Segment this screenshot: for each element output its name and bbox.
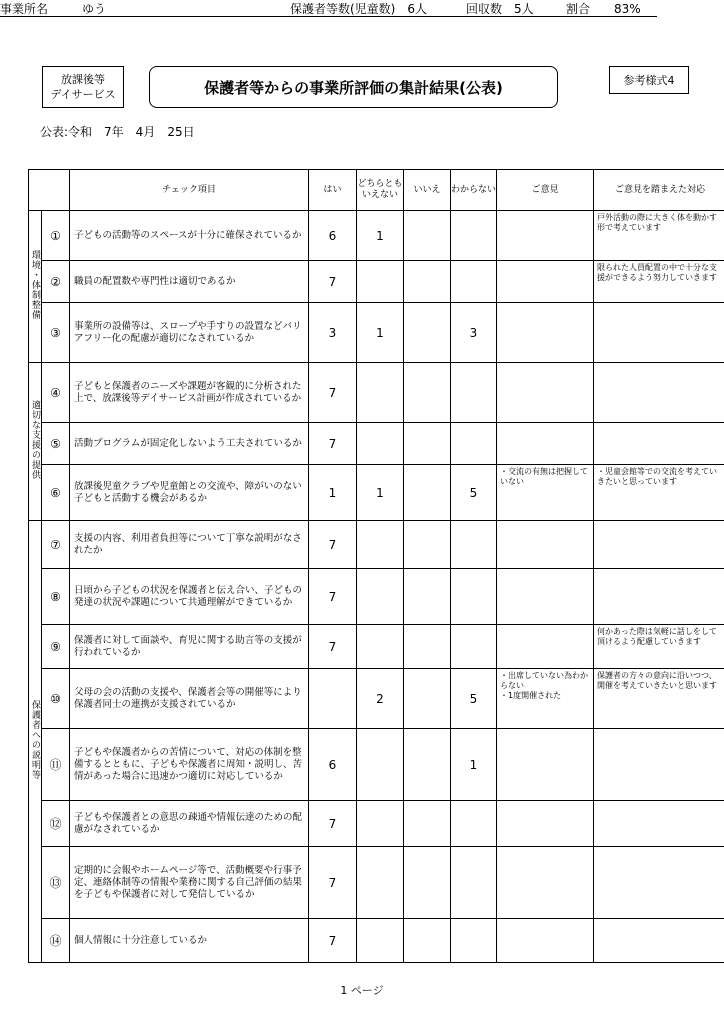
check-item-text: 支援の内容、利用者負担等について丁寧な説明がなされたか bbox=[70, 521, 309, 569]
item-number: ⑤ bbox=[42, 423, 70, 465]
check-item-text: 子どもや保護者との意思の疎通や情報伝達のための配慮がなされているか bbox=[70, 801, 309, 847]
response-text: 何かあった際は気軽に話しをして頂けるよう配慮していきます bbox=[594, 625, 724, 669]
answer-yes: 7 bbox=[309, 521, 357, 569]
table-row bbox=[29, 801, 724, 847]
response-text bbox=[594, 801, 724, 847]
table-row bbox=[29, 919, 724, 963]
answer-no bbox=[404, 521, 451, 569]
table-row bbox=[29, 625, 724, 669]
header-unknown: わからない bbox=[451, 170, 497, 211]
header-neither: どちらともいえない bbox=[357, 170, 404, 211]
answer-no bbox=[404, 625, 451, 669]
table-row bbox=[29, 669, 724, 729]
item-number: ⑭ bbox=[42, 919, 70, 963]
publication-date: 公表:令和 7年 4月 25日 bbox=[40, 125, 195, 139]
header-check-item: チェック項目 bbox=[70, 170, 309, 211]
header-response: ご意見を踏まえた対応 bbox=[594, 170, 724, 211]
answer-neither bbox=[357, 847, 404, 919]
item-number: ③ bbox=[42, 303, 70, 363]
answer-unknown bbox=[451, 919, 497, 963]
check-item-text: 個人情報に十分注意しているか bbox=[70, 919, 309, 963]
answer-yes: 7 bbox=[309, 801, 357, 847]
answer-no bbox=[404, 919, 451, 963]
answer-neither bbox=[357, 729, 404, 801]
check-item-text: 保護者に対して面談や、育児に関する助言等の支援が行われているか bbox=[70, 625, 309, 669]
opinion-text bbox=[497, 363, 594, 423]
table-row bbox=[29, 261, 724, 303]
answer-neither bbox=[357, 261, 404, 303]
answer-unknown bbox=[451, 801, 497, 847]
answer-no bbox=[404, 363, 451, 423]
answer-unknown bbox=[451, 423, 497, 465]
table-row bbox=[29, 521, 724, 569]
check-item-text: 定期的に会報やホームページ等で、活動概要や行事予定、連絡体制等の情報や業務に関する自己評価の結果を子どもや保護者に対して発信しているか bbox=[70, 847, 309, 919]
answer-yes: 3 bbox=[309, 303, 357, 363]
check-item-text: 子どもや保護者からの苦情について、対応の体制を整備するとともに、子どもや保護者に周知・説明し、苦情があった場合に迅速かつ適切に対応しているか bbox=[70, 729, 309, 801]
category-label: 保護者への説明等 bbox=[30, 700, 40, 780]
check-item-text: 事業所の設備等は、スロープや手すりの設置などバリアフリー化の配慮が適切になされているか bbox=[70, 303, 309, 363]
check-item-text: 職員の配置数や専門性は適切であるか bbox=[70, 261, 309, 303]
answer-neither bbox=[357, 521, 404, 569]
response-text: 戸外活動の際に大きく体を動かす形で考えています bbox=[594, 211, 724, 261]
answer-yes: 7 bbox=[309, 261, 357, 303]
answer-no bbox=[404, 669, 451, 729]
answer-yes: 7 bbox=[309, 625, 357, 669]
service-type-line2: デイサービス bbox=[50, 88, 116, 101]
check-item-text: 活動プログラムが固定化しないよう工夫されているか bbox=[70, 423, 309, 465]
opinion-text bbox=[497, 261, 594, 303]
answer-unknown bbox=[451, 211, 497, 261]
service-type-line1: 放課後等 bbox=[61, 73, 105, 86]
answer-unknown: 5 bbox=[451, 465, 497, 521]
category-label: 環境・体制整備 bbox=[30, 250, 40, 320]
response-text bbox=[594, 303, 724, 363]
answer-neither: 2 bbox=[357, 669, 404, 729]
answer-neither bbox=[357, 423, 404, 465]
opinion-text bbox=[497, 801, 594, 847]
item-number: ⑩ bbox=[42, 669, 70, 729]
table-row bbox=[29, 847, 724, 919]
answer-unknown: 3 bbox=[451, 303, 497, 363]
answer-no bbox=[404, 569, 451, 625]
answer-neither: 1 bbox=[357, 211, 404, 261]
category-cell bbox=[29, 211, 42, 363]
answer-yes: 7 bbox=[309, 423, 357, 465]
table-row bbox=[29, 303, 724, 363]
response-text: ・児童会館等での交流を考えていきたいと思っています bbox=[594, 465, 724, 521]
table-row bbox=[29, 423, 724, 465]
answer-no bbox=[404, 847, 451, 919]
opinion-text bbox=[497, 521, 594, 569]
answer-unknown bbox=[451, 569, 497, 625]
response-text bbox=[594, 847, 724, 919]
table-row bbox=[29, 363, 724, 423]
table-header-row bbox=[29, 170, 724, 211]
answer-neither bbox=[357, 363, 404, 423]
answer-neither bbox=[357, 919, 404, 963]
answer-yes: 7 bbox=[309, 919, 357, 963]
answer-no bbox=[404, 801, 451, 847]
service-type-box bbox=[42, 66, 124, 108]
table-row bbox=[29, 569, 724, 625]
response-text bbox=[594, 363, 724, 423]
collected-count: 回収数 5人 bbox=[466, 2, 534, 16]
item-number: ④ bbox=[42, 363, 70, 423]
answer-unknown bbox=[451, 521, 497, 569]
answer-neither bbox=[357, 569, 404, 625]
answer-unknown bbox=[451, 261, 497, 303]
answer-unknown: 5 bbox=[451, 669, 497, 729]
respondent-count: 保護者等数(児童数) 6人 bbox=[290, 2, 427, 16]
item-number: ⑥ bbox=[42, 465, 70, 521]
office-name: ゆう bbox=[82, 2, 107, 16]
item-number: ⑧ bbox=[42, 569, 70, 625]
opinion-text: ・出席していない為わからない ・1度開催された bbox=[497, 669, 594, 729]
response-text bbox=[594, 919, 724, 963]
response-text bbox=[594, 423, 724, 465]
table-row bbox=[29, 465, 724, 521]
answer-yes: 1 bbox=[309, 465, 357, 521]
table-row bbox=[29, 211, 724, 261]
category-cell bbox=[29, 521, 42, 963]
item-number: ⑦ bbox=[42, 521, 70, 569]
opinion-text bbox=[497, 303, 594, 363]
answer-yes: 7 bbox=[309, 363, 357, 423]
answer-no bbox=[404, 729, 451, 801]
answer-neither: 1 bbox=[357, 303, 404, 363]
item-number: ② bbox=[42, 261, 70, 303]
item-number: ⑫ bbox=[42, 801, 70, 847]
check-item-text: 子どもと保護者のニーズや課題が客観的に分析された上で、放課後等デイサービス計画が作成されているか bbox=[70, 363, 309, 423]
answer-unknown bbox=[451, 625, 497, 669]
answer-unknown bbox=[451, 847, 497, 919]
opinion-text: ・交流の有無は把握していない bbox=[497, 465, 594, 521]
opinion-text bbox=[497, 919, 594, 963]
answer-no bbox=[404, 261, 451, 303]
item-number: ⑨ bbox=[42, 625, 70, 669]
answer-neither: 1 bbox=[357, 465, 404, 521]
response-text: 限られた人員配置の中で十分な支援ができるよう努力していきます bbox=[594, 261, 724, 303]
opinion-text bbox=[497, 569, 594, 625]
answer-yes: 7 bbox=[309, 847, 357, 919]
office-name-label: 事業所名 bbox=[0, 2, 49, 16]
answer-yes: 6 bbox=[309, 729, 357, 801]
check-item-text: 子どもの活動等のスペースが十分に確保されているか bbox=[70, 211, 309, 261]
answer-yes bbox=[309, 669, 357, 729]
response-text bbox=[594, 729, 724, 801]
item-number: ⑪ bbox=[42, 729, 70, 801]
response-text bbox=[594, 569, 724, 625]
category-cell bbox=[29, 363, 42, 521]
header-yes: はい bbox=[309, 170, 357, 211]
table-row bbox=[29, 729, 724, 801]
answer-no bbox=[404, 211, 451, 261]
item-number: ① bbox=[42, 211, 70, 261]
response-text: 保護者の方々の意向に沿いつつ、開催を考えていきたいと思います bbox=[594, 669, 724, 729]
answer-yes: 6 bbox=[309, 211, 357, 261]
check-item-text: 日頃から子どもの状況を保護者と伝え合い、子どもの発達の状況や課題について共通理解ができているか bbox=[70, 569, 309, 625]
header-opinion: ご意見 bbox=[497, 170, 594, 211]
document-title: 保護者等からの事業所評価の集計結果(公表) bbox=[149, 66, 558, 108]
header-no: いいえ bbox=[404, 170, 451, 211]
answer-no bbox=[404, 465, 451, 521]
item-number: ⑬ bbox=[42, 847, 70, 919]
category-label: 適切な支援の提供 bbox=[30, 400, 40, 480]
opinion-text bbox=[497, 847, 594, 919]
opinion-text bbox=[497, 625, 594, 669]
answer-unknown bbox=[451, 363, 497, 423]
response-text bbox=[594, 521, 724, 569]
opinion-text bbox=[497, 729, 594, 801]
answer-unknown: 1 bbox=[451, 729, 497, 801]
opinion-text bbox=[497, 423, 594, 465]
answer-neither bbox=[357, 625, 404, 669]
answer-no bbox=[404, 423, 451, 465]
header-blank bbox=[29, 170, 70, 211]
check-item-text: 父母の会の活動の支援や、保護者会等の開催等により保護者同士の連携が支援されているか bbox=[70, 669, 309, 729]
opinion-text bbox=[497, 211, 594, 261]
evaluation-table bbox=[28, 169, 724, 963]
answer-yes: 7 bbox=[309, 569, 357, 625]
answer-no bbox=[404, 303, 451, 363]
collection-rate: 割合 83% bbox=[566, 2, 641, 16]
office-info-row bbox=[0, 0, 657, 17]
answer-neither bbox=[357, 801, 404, 847]
page-number: 1 ページ bbox=[340, 984, 384, 997]
check-item-text: 放課後児童クラブや児童館との交流や、障がいのない子どもと活動する機会があるか bbox=[70, 465, 309, 521]
reference-form-label: 参考様式4 bbox=[609, 66, 689, 94]
